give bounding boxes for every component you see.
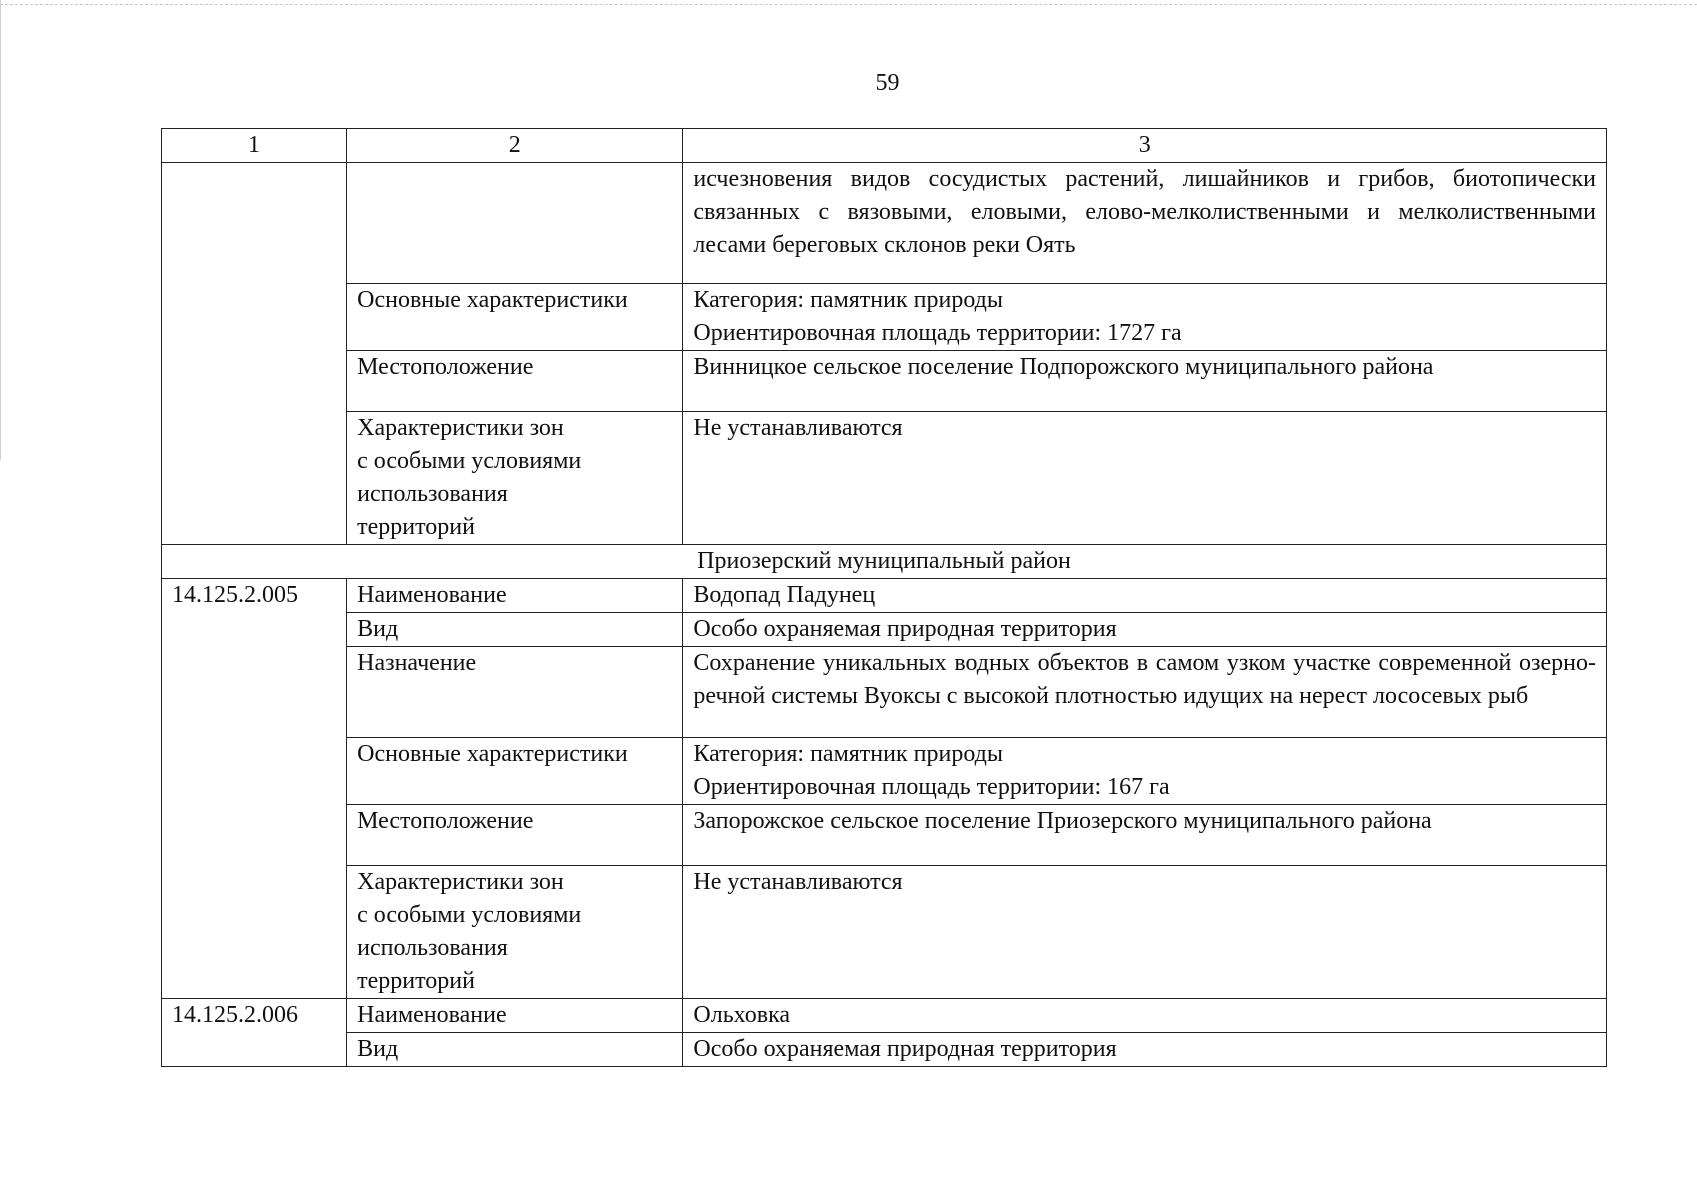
label-zone-characteristics (347, 866, 683, 999)
category-line: Категория: памятник природы (693, 287, 1003, 313)
value-main-characteristics (683, 284, 1607, 351)
value-type: Особо охраняемая природная территория (683, 613, 1607, 647)
label-name: Наименование (347, 999, 683, 1033)
value-main-characteristics (683, 738, 1607, 805)
value-zone-characteristics: Не устанавливаются (683, 866, 1607, 999)
table-row (162, 647, 1607, 738)
table-row (162, 866, 1607, 999)
category-line: Категория: памятник природы (693, 741, 1003, 767)
table-header-row (162, 129, 1607, 163)
table-row (162, 613, 1607, 647)
table-row (162, 412, 1607, 545)
table-row (162, 1033, 1607, 1067)
table-row (162, 284, 1607, 351)
page-number: 59 (875, 70, 900, 96)
scan-edge-top (0, 4, 1697, 5)
label-location: Местоположение (347, 351, 683, 412)
table-row (162, 805, 1607, 866)
value-name: Водопад Падунец (683, 579, 1607, 613)
value-location: Запорожское сельское поселение Приозерского муниципального района (683, 805, 1607, 866)
section-title: Приозерский муниципальный район (162, 545, 1607, 579)
description-tail: исчезновения видов сосудистых растений, лишайников и грибов, биотопически связанных с вязовыми, еловыми, елово-мелколиственными и мелколиственными лесами береговых склонов реки Оять (683, 163, 1607, 284)
header-col-1: 1 (162, 129, 347, 163)
data-table (161, 128, 1607, 1067)
table-row (162, 579, 1607, 613)
table-row (162, 163, 1607, 284)
area-line: Ориентировочная площадь территории: 167 га (693, 774, 1170, 800)
value-purpose: Сохранение уникальных водных объектов в самом узком участке современной озерно-речной системы Вуоксы с высокой плотностью идущих на нерест лососевых рыб (683, 647, 1607, 738)
label-line: использования (357, 935, 508, 961)
code-cell-empty (162, 163, 347, 545)
label-line: территорий (357, 968, 475, 994)
label-line: с особыми условиями (357, 902, 582, 928)
label-name: Наименование (347, 579, 683, 613)
label-cell-empty (347, 163, 683, 284)
label-type: Вид (347, 1033, 683, 1067)
header-col-3: 3 (683, 129, 1607, 163)
object-code: 14.125.2.005 (162, 579, 347, 999)
label-purpose: Назначение (347, 647, 683, 738)
label-main-characteristics: Основные характеристики (347, 284, 683, 351)
label-type: Вид (347, 613, 683, 647)
scan-edge-left (0, 0, 1, 460)
object-code: 14.125.2.006 (162, 999, 347, 1067)
value-type: Особо охраняемая природная территория (683, 1033, 1607, 1067)
table-row (162, 351, 1607, 412)
label-main-characteristics: Основные характеристики (347, 738, 683, 805)
value-name: Ольховка (683, 999, 1607, 1033)
table-row (162, 999, 1607, 1033)
label-line: Характеристики зон (357, 869, 564, 895)
area-line: Ориентировочная площадь территории: 1727 га (693, 320, 1182, 346)
table-row (162, 738, 1607, 805)
header-col-2: 2 (347, 129, 683, 163)
label-location: Местоположение (347, 805, 683, 866)
label-zone-characteristics (347, 412, 683, 545)
label-line: территорий (357, 514, 475, 540)
section-row (162, 545, 1607, 579)
label-line: с особыми условиями (357, 448, 582, 474)
label-line: Характеристики зон (357, 415, 564, 441)
value-zone-characteristics: Не устанавливаются (683, 412, 1607, 545)
label-line: использования (357, 481, 508, 507)
value-location: Винницкое сельское поселение Подпорожского муниципального района (683, 351, 1607, 412)
